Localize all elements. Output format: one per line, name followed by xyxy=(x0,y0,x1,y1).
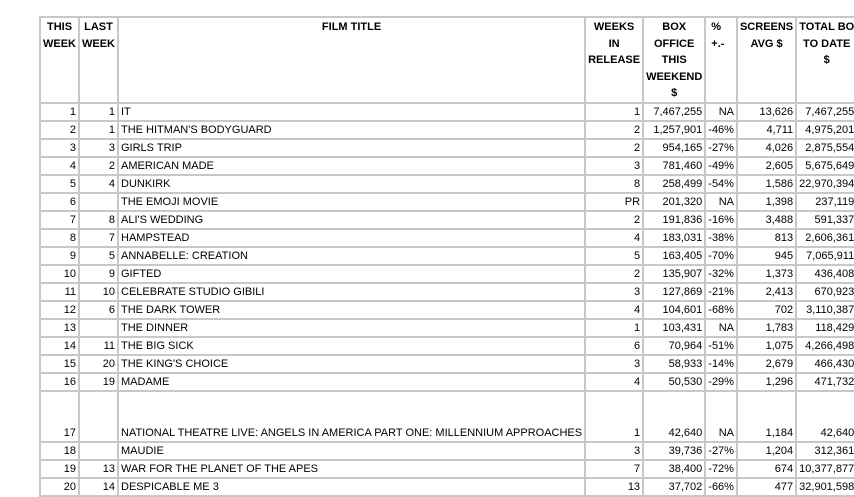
last-week-cell: 8 xyxy=(79,211,118,229)
last-week-cell: 2 xyxy=(79,157,118,175)
screen-avg-cell: 4,026 xyxy=(737,139,796,157)
this-week-cell: 6 xyxy=(40,193,79,211)
total-to-date-cell: 118,429 xyxy=(796,319,854,337)
weekend-gross-cell: 39,736 xyxy=(643,442,705,460)
screen-avg-cell: 1,373 xyxy=(737,265,796,283)
table-row xyxy=(40,478,854,496)
this-week-cell: 7 xyxy=(40,211,79,229)
pct-change-cell: -46% xyxy=(705,121,737,139)
weekend-gross-cell: 58,933 xyxy=(643,355,705,373)
pct-change-cell: -49% xyxy=(705,157,737,175)
this-week-cell: 2 xyxy=(40,121,79,139)
weekend-gross-cell: 42,640 xyxy=(643,391,705,442)
this-week-cell: 8 xyxy=(40,229,79,247)
total-to-date-cell: 471,732 xyxy=(796,373,854,391)
weeks-in-release-cell: PR xyxy=(585,193,643,211)
screen-avg-cell: 4,711 xyxy=(737,121,796,139)
last-week-cell: 19 xyxy=(79,373,118,391)
total-to-date-cell: 7,467,255 xyxy=(796,103,854,121)
this-week-cell: 9 xyxy=(40,247,79,265)
film-title-cell: GIFTED xyxy=(118,265,585,283)
screen-avg-cell: 1,204 xyxy=(737,442,796,460)
film-title-cell: ANNABELLE: CREATION xyxy=(118,247,585,265)
weekend-gross-cell: 135,907 xyxy=(643,265,705,283)
last-week-cell: 5 xyxy=(79,247,118,265)
weekend-gross-cell: 70,964 xyxy=(643,337,705,355)
last-week-cell xyxy=(79,442,118,460)
table-row xyxy=(40,460,854,478)
film-title-cell: IT xyxy=(118,103,585,121)
this-week-cell: 1 xyxy=(40,103,79,121)
weeks-in-release-cell: 2 xyxy=(585,211,643,229)
film-title-cell: NATIONAL THEATRE LIVE: ANGELS IN AMERICA PART ONE: MILLENNIUM APPROACHES xyxy=(118,391,585,442)
weeks-in-release-cell: 4 xyxy=(585,301,643,319)
this-week-cell: 12 xyxy=(40,301,79,319)
header-weeks-in-release: WEEKS IN RELEASE xyxy=(585,17,643,103)
film-title-cell: THE DARK TOWER xyxy=(118,301,585,319)
weekend-gross-cell: 258,499 xyxy=(643,175,705,193)
pct-change-cell: -21% xyxy=(705,283,737,301)
pct-change-cell: NA xyxy=(705,391,737,442)
weeks-in-release-cell: 3 xyxy=(585,157,643,175)
table-row xyxy=(40,229,854,247)
this-week-cell: 16 xyxy=(40,373,79,391)
pct-change-cell: -68% xyxy=(705,301,737,319)
weeks-in-release-cell: 6 xyxy=(585,337,643,355)
this-week-cell: 19 xyxy=(40,460,79,478)
table-row xyxy=(40,391,854,442)
last-week-cell: 20 xyxy=(79,355,118,373)
screen-avg-cell: 2,679 xyxy=(737,355,796,373)
table-row xyxy=(40,319,854,337)
weekend-gross-cell: 201,320 xyxy=(643,193,705,211)
total-to-date-cell: 237,119 xyxy=(796,193,854,211)
last-week-cell: 3 xyxy=(79,139,118,157)
pct-change-cell: -66% xyxy=(705,478,737,496)
table-row xyxy=(40,337,854,355)
weeks-in-release-cell: 4 xyxy=(585,373,643,391)
pct-change-cell: -70% xyxy=(705,247,737,265)
header-screens-avg: SCREENS AVG $ xyxy=(737,17,796,103)
total-to-date-cell: 42,640 xyxy=(796,391,854,442)
total-to-date-cell: 3,110,387 xyxy=(796,301,854,319)
total-to-date-cell: 7,065,911 xyxy=(796,247,854,265)
screen-avg-cell: 1,075 xyxy=(737,337,796,355)
total-to-date-cell: 32,901,598 xyxy=(796,478,854,496)
total-to-date-cell: 2,606,361 xyxy=(796,229,854,247)
screen-avg-cell: 1,398 xyxy=(737,193,796,211)
pct-change-cell: NA xyxy=(705,193,737,211)
screen-avg-cell: 813 xyxy=(737,229,796,247)
last-week-cell: 6 xyxy=(79,301,118,319)
screen-avg-cell: 2,605 xyxy=(737,157,796,175)
this-week-cell: 5 xyxy=(40,175,79,193)
pct-change-cell: NA xyxy=(705,319,737,337)
weekend-gross-cell: 103,431 xyxy=(643,319,705,337)
screen-avg-cell: 477 xyxy=(737,478,796,496)
total-to-date-cell: 466,430 xyxy=(796,355,854,373)
last-week-cell xyxy=(79,391,118,442)
weeks-in-release-cell: 13 xyxy=(585,478,643,496)
table-row xyxy=(40,139,854,157)
table-row xyxy=(40,283,854,301)
screen-avg-cell: 1,184 xyxy=(737,391,796,442)
weeks-in-release-cell: 3 xyxy=(585,355,643,373)
film-title-cell: HAMPSTEAD xyxy=(118,229,585,247)
header-row xyxy=(40,17,854,103)
this-week-cell: 15 xyxy=(40,355,79,373)
weekend-gross-cell: 7,467,255 xyxy=(643,103,705,121)
pct-change-cell: -51% xyxy=(705,337,737,355)
last-week-cell: 13 xyxy=(79,460,118,478)
weekend-gross-cell: 781,460 xyxy=(643,157,705,175)
weekend-gross-cell: 37,702 xyxy=(643,478,705,496)
pct-change-cell: -32% xyxy=(705,265,737,283)
box-office-table xyxy=(39,16,854,497)
total-to-date-cell: 5,675,649 xyxy=(796,157,854,175)
this-week-cell: 13 xyxy=(40,319,79,337)
film-title-cell: THE BIG SICK xyxy=(118,337,585,355)
table-row xyxy=(40,301,854,319)
screen-avg-cell: 13,626 xyxy=(737,103,796,121)
last-week-cell xyxy=(79,193,118,211)
total-to-date-cell: 312,361 xyxy=(796,442,854,460)
pct-change-cell: -27% xyxy=(705,139,737,157)
weeks-in-release-cell: 1 xyxy=(585,103,643,121)
film-title-cell: WAR FOR THE PLANET OF THE APES xyxy=(118,460,585,478)
weeks-in-release-cell: 1 xyxy=(585,319,643,337)
total-to-date-cell: 4,975,201 xyxy=(796,121,854,139)
this-week-cell: 3 xyxy=(40,139,79,157)
table-row xyxy=(40,373,854,391)
weekend-gross-cell: 191,836 xyxy=(643,211,705,229)
weeks-in-release-cell: 4 xyxy=(585,229,643,247)
film-title-cell: AMERICAN MADE xyxy=(118,157,585,175)
screen-avg-cell: 2,413 xyxy=(737,283,796,301)
total-to-date-cell: 670,923 xyxy=(796,283,854,301)
table-row xyxy=(40,247,854,265)
pct-change-cell: -54% xyxy=(705,175,737,193)
header-total-to-date: TOTAL BO TO DATE $ xyxy=(796,17,854,103)
screen-avg-cell: 945 xyxy=(737,247,796,265)
weeks-in-release-cell: 2 xyxy=(585,265,643,283)
film-title-cell: DESPICABLE ME 3 xyxy=(118,478,585,496)
weekend-gross-cell: 50,530 xyxy=(643,373,705,391)
screen-avg-cell: 702 xyxy=(737,301,796,319)
table-row xyxy=(40,442,854,460)
header-film-title: FILM TITLE xyxy=(118,17,585,103)
film-title-cell: CELEBRATE STUDIO GIBILI xyxy=(118,283,585,301)
pct-change-cell: -27% xyxy=(705,442,737,460)
last-week-cell: 1 xyxy=(79,103,118,121)
pct-change-cell: -72% xyxy=(705,460,737,478)
table-row xyxy=(40,265,854,283)
weekend-gross-cell: 1,257,901 xyxy=(643,121,705,139)
last-week-cell: 4 xyxy=(79,175,118,193)
film-title-cell: THE KING'S CHOICE xyxy=(118,355,585,373)
total-to-date-cell: 436,408 xyxy=(796,265,854,283)
last-week-cell: 9 xyxy=(79,265,118,283)
this-week-cell: 20 xyxy=(40,478,79,496)
table-row xyxy=(40,355,854,373)
film-title-cell: THE EMOJI MOVIE xyxy=(118,193,585,211)
last-week-cell: 1 xyxy=(79,121,118,139)
last-week-cell: 14 xyxy=(79,478,118,496)
total-to-date-cell: 591,337 xyxy=(796,211,854,229)
weekend-gross-cell: 183,031 xyxy=(643,229,705,247)
total-to-date-cell: 4,266,498 xyxy=(796,337,854,355)
pct-change-cell: -16% xyxy=(705,211,737,229)
weeks-in-release-cell: 7 xyxy=(585,460,643,478)
weeks-in-release-cell: 1 xyxy=(585,391,643,442)
pct-change-cell: -38% xyxy=(705,229,737,247)
header-pct-change: % +.- xyxy=(705,17,737,103)
weeks-in-release-cell: 3 xyxy=(585,283,643,301)
film-title-cell: THE HITMAN'S BODYGUARD xyxy=(118,121,585,139)
screen-avg-cell: 674 xyxy=(737,460,796,478)
weekend-gross-cell: 954,165 xyxy=(643,139,705,157)
pct-change-cell: -14% xyxy=(705,355,737,373)
this-week-cell: 11 xyxy=(40,283,79,301)
last-week-cell xyxy=(79,319,118,337)
this-week-cell: 4 xyxy=(40,157,79,175)
total-to-date-cell: 10,377,877 xyxy=(796,460,854,478)
weekend-gross-cell: 104,601 xyxy=(643,301,705,319)
screen-avg-cell: 3,488 xyxy=(737,211,796,229)
last-week-cell: 10 xyxy=(79,283,118,301)
weeks-in-release-cell: 5 xyxy=(585,247,643,265)
weeks-in-release-cell: 2 xyxy=(585,121,643,139)
film-title-cell: DUNKIRK xyxy=(118,175,585,193)
table-body xyxy=(40,103,854,496)
screen-avg-cell: 1,296 xyxy=(737,373,796,391)
film-title-cell: MADAME xyxy=(118,373,585,391)
table-row xyxy=(40,157,854,175)
screen-avg-cell: 1,783 xyxy=(737,319,796,337)
table-row xyxy=(40,103,854,121)
film-title-cell: THE DINNER xyxy=(118,319,585,337)
pct-change-cell: NA xyxy=(705,103,737,121)
film-title-cell: GIRLS TRIP xyxy=(118,139,585,157)
film-title-cell: MAUDIE xyxy=(118,442,585,460)
weeks-in-release-cell: 3 xyxy=(585,442,643,460)
table-row xyxy=(40,175,854,193)
this-week-cell: 18 xyxy=(40,442,79,460)
total-to-date-cell: 2,875,554 xyxy=(796,139,854,157)
this-week-cell: 14 xyxy=(40,337,79,355)
weeks-in-release-cell: 2 xyxy=(585,139,643,157)
last-week-cell: 7 xyxy=(79,229,118,247)
table-row xyxy=(40,193,854,211)
table-row xyxy=(40,211,854,229)
weekend-gross-cell: 38,400 xyxy=(643,460,705,478)
screen-avg-cell: 1,586 xyxy=(737,175,796,193)
weekend-gross-cell: 127,869 xyxy=(643,283,705,301)
weekend-gross-cell: 163,405 xyxy=(643,247,705,265)
header-last-week: LAST WEEK xyxy=(79,17,118,103)
last-week-cell: 11 xyxy=(79,337,118,355)
pct-change-cell: -29% xyxy=(705,373,737,391)
film-title-cell: ALI'S WEDDING xyxy=(118,211,585,229)
header-box-office-weekend: BOX OFFICE THIS WEEKEND $ xyxy=(643,17,705,103)
total-to-date-cell: 22,970,394 xyxy=(796,175,854,193)
table-row xyxy=(40,121,854,139)
weeks-in-release-cell: 8 xyxy=(585,175,643,193)
this-week-cell: 10 xyxy=(40,265,79,283)
this-week-cell: 17 xyxy=(40,391,79,442)
header-this-week: THIS WEEK xyxy=(40,17,79,103)
